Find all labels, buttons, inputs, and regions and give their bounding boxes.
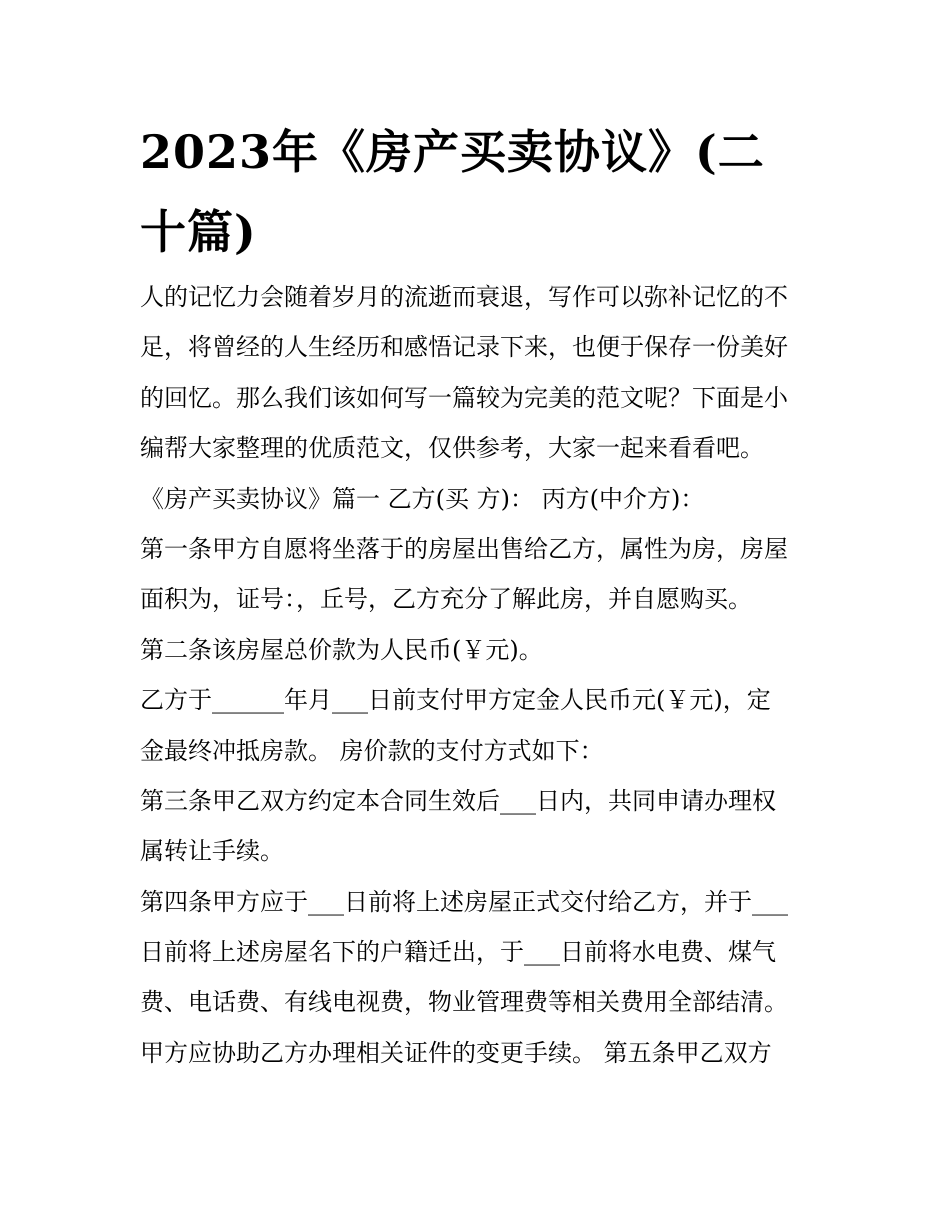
body-line: 编帮大家整理的优质范文，仅供参考，大家一起来看看吧。 [140, 434, 764, 463]
title-line: 十篇) [140, 205, 257, 259]
body-line: 《房产买卖协议》篇一 乙方(买 方)： 丙方(中介方)： [140, 484, 705, 513]
title-line: 2023年《房产买卖协议》(二 [140, 125, 765, 179]
body-line: 第一条甲方自愿将坐落于的房屋出售给乙方，属性为房，房屋 [140, 534, 788, 563]
body-line: 的回忆。那么我们该如何写一篇较为完美的范文呢？下面是小 [140, 383, 788, 412]
document-title [140, 112, 820, 272]
body-line: 费、电话费、有线电视费，物业管理费等相关费用全部结清。 [140, 988, 788, 1017]
body-line: 日前将上述房屋名下的户籍迁出，于___日前将水电费、煤气 [140, 938, 776, 967]
document-body [140, 272, 830, 1078]
body-line: 第二条该房屋总价款为人民币(￥元)。 [140, 635, 543, 664]
body-line: 面积为，证号：，丘号，乙方充分了解此房，并自愿购买。 [140, 585, 752, 614]
body-line: 甲方应协助乙方办理相关证件的变更手续。 第五条甲乙双方 [140, 1038, 772, 1067]
body-line: 第三条甲乙双方约定本合同生效后___日内，共同申请办理权 [140, 786, 776, 815]
body-line: 金最终冲抵房款。 房价款的支付方式如下： [140, 736, 604, 765]
body-line: 足，将曾经的人生经历和感悟记录下来，也便于保存一份美好 [140, 333, 788, 362]
body-line: 乙方于______年月___日前支付甲方定金人民币元(￥元)，定 [140, 686, 771, 715]
body-line: 人的记忆力会随着岁月的流逝而衰退，写作可以弥补记忆的不 [140, 283, 788, 311]
body-line: 属转让手续。 [140, 837, 284, 866]
body-line: 第四条甲方应于___日前将上述房屋正式交付给乙方，并于___ [140, 887, 788, 916]
